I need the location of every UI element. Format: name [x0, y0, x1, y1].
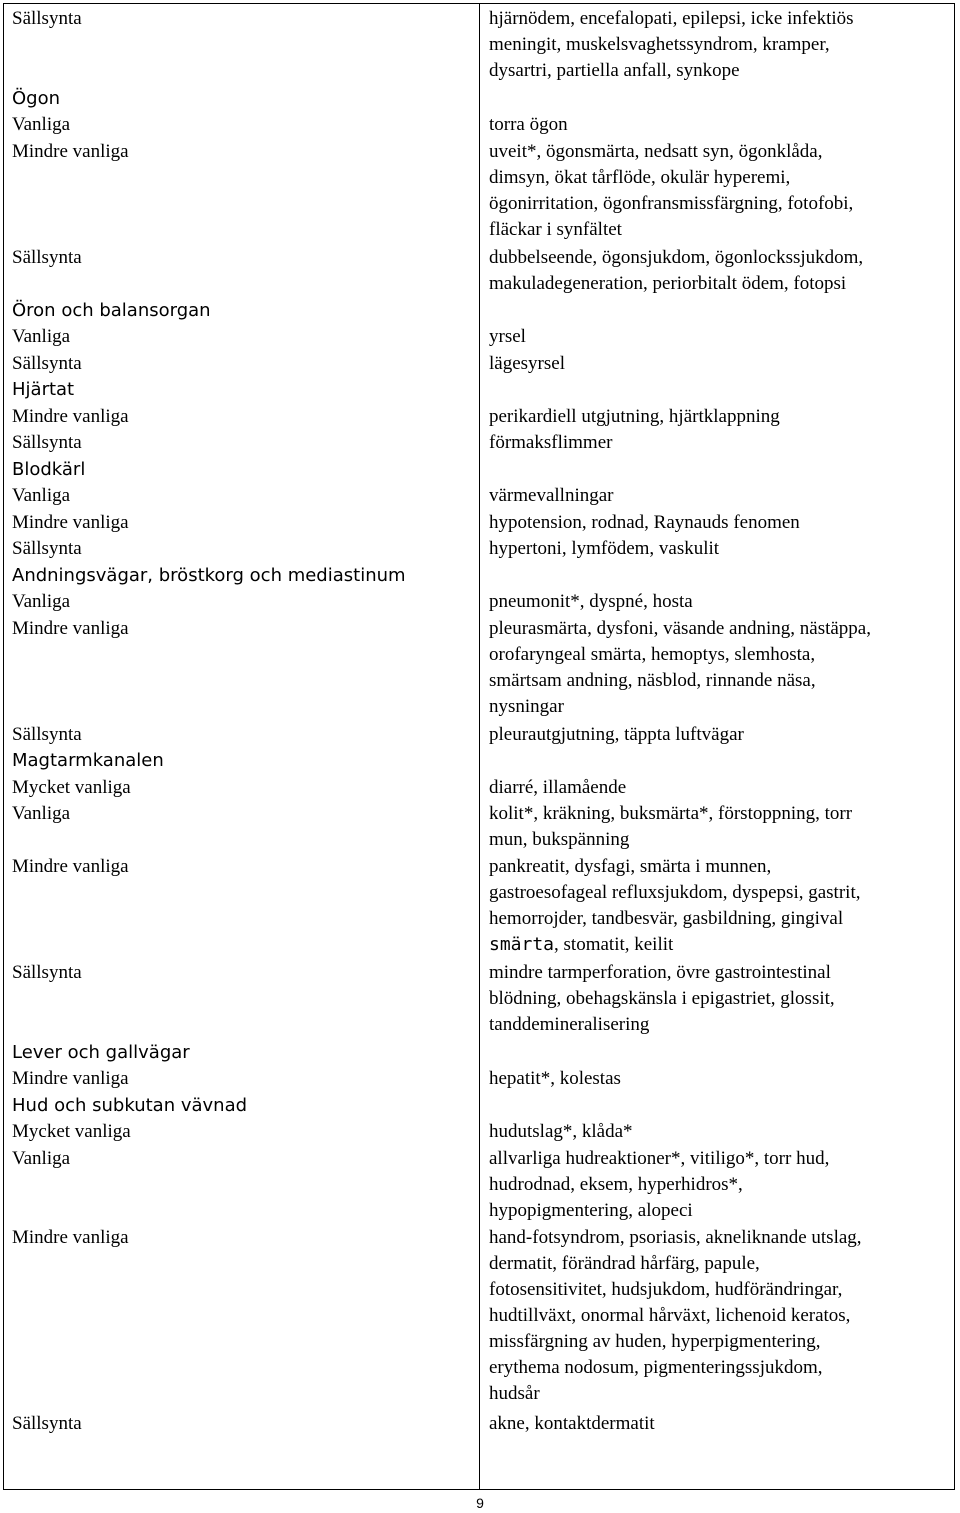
organ-class-heading: Andningsvägar, bröstkorg och mediastinum — [12, 564, 406, 586]
frequency-label: Mindre vanliga — [12, 140, 129, 162]
reactions-word: smärta — [489, 934, 555, 955]
reactions-line: uveit*, ögonsmärta, nedsatt syn, ögonklåda, — [489, 140, 823, 162]
reactions-line: pankreatit, dysfagi, smärta i munnen, — [489, 856, 772, 877]
frequency-row — [4, 960, 954, 1040]
section-row — [4, 1093, 954, 1120]
reactions-line: pleurasmärta, dysfoni, väsande andning, nästäppa, — [489, 617, 871, 639]
frequency-label: Sällsynta — [12, 432, 82, 453]
organ-class-heading: Blodkärl — [12, 458, 86, 480]
reactions-line: hudutslag*, klåda* — [489, 1121, 633, 1142]
reactions-text — [489, 6, 854, 84]
reactions-line: mun, bukspänning — [489, 829, 630, 850]
reactions-line: blödning, obehagskänsla i epigastriet, glossit, — [489, 988, 835, 1009]
reactions-line: erythema nodosum, pigmenteringssjukdom, — [489, 1357, 823, 1378]
reactions-line: akne, kontaktdermatit — [489, 1412, 655, 1434]
reactions-text — [489, 616, 871, 720]
frequency-label: Vanliga — [12, 114, 71, 135]
reactions-text — [489, 589, 693, 615]
organ-class-heading: Öron och balansorgan — [12, 299, 211, 321]
reactions-text — [489, 1066, 621, 1092]
reactions-text — [489, 112, 568, 138]
frequency-row — [4, 324, 954, 351]
frequency-label: Sällsynta — [12, 962, 82, 983]
frequency-row — [4, 112, 954, 139]
frequency-label: Vanliga — [12, 591, 71, 612]
frequency-row — [4, 722, 954, 749]
frequency-label: Sällsynta — [12, 538, 82, 559]
reactions-line: dysartri, partiella anfall, synkope — [489, 60, 740, 81]
frequency-row — [4, 430, 954, 457]
reactions-line: torra ögon — [489, 114, 568, 135]
section-row — [4, 86, 954, 113]
page-number: 9 — [476, 1495, 484, 1511]
reactions-line: lägesyrsel — [489, 352, 565, 374]
reactions-text — [489, 801, 852, 853]
reactions-line: pleurautgjutning, täppta luftvägar — [489, 723, 744, 745]
frequency-label: Mindre vanliga — [12, 617, 129, 639]
organ-class-heading: Magtarmkanalen — [12, 750, 164, 771]
reactions-line: dimsyn, ökat tårflöde, okulär hyperemi, — [489, 166, 791, 188]
reactions-line: hudtillväxt, onormal hårväxt, lichenoid keratos, — [489, 1305, 851, 1326]
reactions-text — [489, 510, 800, 536]
organ-class-heading: Hud och subkutan vävnad — [12, 1094, 248, 1116]
reactions-text — [489, 775, 626, 801]
reactions-line: gastroesofageal refluxsjukdom, dyspepsi, gastrit, — [489, 882, 861, 903]
reactions-line: hepatit*, kolestas — [489, 1068, 621, 1089]
reactions-line: tanddemineralisering — [489, 1014, 650, 1035]
reactions-text-rest: , stomatit, keilit — [554, 934, 674, 955]
frequency-row — [4, 404, 954, 431]
frequency-row — [4, 589, 954, 616]
frequency-label: Mindre vanliga — [12, 1068, 129, 1089]
frequency-row — [4, 1411, 954, 1438]
frequency-label: Vanliga — [12, 1147, 71, 1169]
frequency-row — [4, 775, 954, 802]
reactions-line: ögonirritation, ögonfransmissfärgning, fotofobi, — [489, 192, 854, 214]
reactions-line: diarré, illamående — [489, 776, 627, 798]
frequency-row — [4, 510, 954, 537]
section-row — [4, 1040, 954, 1067]
reactions-line: förmaksflimmer — [489, 432, 613, 453]
frequency-label: Mycket vanliga — [12, 776, 131, 798]
reactions-line: hypotension, rodnad, Raynauds fenomen — [489, 511, 800, 533]
reactions-line: hjärnödem, encefalopati, epilepsi, icke infektiös — [489, 8, 854, 29]
reactions-line: meningit, muskelsvaghetssyndrom, kramper, — [489, 34, 830, 55]
frequency-row — [4, 351, 954, 378]
frequency-row — [4, 139, 954, 245]
frequency-label: Mindre vanliga — [12, 1227, 129, 1248]
frequency-label: Sällsynta — [12, 723, 82, 745]
reactions-text — [489, 430, 612, 456]
reactions-line: kolit*, kräkning, buksmärta*, förstoppning, torr — [489, 803, 853, 824]
reactions-text — [489, 854, 860, 958]
frequency-label: Mindre vanliga — [12, 405, 129, 427]
reactions-line: dermatit, förändrad hårfärg, papule, — [489, 1253, 760, 1274]
reactions-text — [489, 1411, 655, 1437]
frequency-row — [4, 1146, 954, 1226]
reactions-line: dubbelseende, ögonsjukdom, ögonlockssjukdom, — [489, 246, 864, 268]
section-row — [4, 298, 954, 325]
frequency-row — [4, 616, 954, 722]
reactions-text — [489, 483, 614, 509]
frequency-label: Sällsynta — [12, 246, 82, 268]
reactions-line: pneumonit*, dyspné, hosta — [489, 591, 693, 612]
reactions-line: makuladegeneration, periorbitalt ödem, fotopsi — [489, 272, 847, 294]
reactions-text — [489, 351, 565, 377]
reactions-text — [489, 245, 863, 297]
reactions-text — [489, 404, 780, 430]
reactions-line: nysningar — [489, 695, 564, 717]
reactions-line: hudsår — [489, 1383, 540, 1404]
reactions-line: fläckar i synfältet — [489, 218, 622, 240]
frequency-label: Sällsynta — [12, 1412, 82, 1434]
reactions-line: perikardiell utgjutning, hjärtklappning — [489, 405, 780, 427]
frequency-row — [4, 1119, 954, 1146]
frequency-row — [4, 483, 954, 510]
reactions-line: fotosensitivitet, hudsjukdom, hudförändringar, — [489, 1279, 843, 1300]
reactions-text — [489, 1146, 829, 1224]
reactions-line: hypertoni, lymfödem, vaskulit — [489, 538, 720, 559]
reactions-line: mindre tarmperforation, övre gastrointestinal — [489, 962, 831, 983]
reactions-text — [489, 1119, 633, 1145]
reactions-line: missfärgning av huden, hyperpigmentering, — [489, 1331, 821, 1352]
organ-class-heading: Hjärtat — [12, 379, 75, 400]
section-row — [4, 748, 954, 775]
reactions-line: hand-fotsyndrom, psoriasis, akneliknande utslag, — [489, 1227, 862, 1248]
frequency-label: Mycket vanliga — [12, 1121, 131, 1142]
frequency-label: Sällsynta — [12, 8, 82, 29]
frequency-label: Vanliga — [12, 326, 71, 347]
frequency-row — [4, 1225, 954, 1411]
reactions-text — [489, 139, 853, 243]
frequency-row — [4, 1066, 954, 1093]
frequency-label: Sällsynta — [12, 352, 82, 374]
frequency-label: Vanliga — [12, 803, 71, 824]
frequency-label: Vanliga — [12, 485, 71, 506]
section-row — [4, 563, 954, 590]
frequency-row — [4, 536, 954, 563]
reactions-line: hypopigmentering, alopeci — [489, 1199, 693, 1221]
reactions-text — [489, 536, 719, 562]
reactions-line: smärtsam andning, näsblod, rinnande näsa, — [489, 669, 816, 691]
frequency-row — [4, 6, 954, 86]
reactions-text — [489, 324, 526, 350]
organ-class-heading: Lever och gallvägar — [12, 1041, 190, 1063]
reactions-line: orofaryngeal smärta, hemoptys, slemhosta, — [489, 643, 816, 665]
frequency-row — [4, 854, 954, 960]
reactions-text — [489, 1225, 862, 1407]
frequency-label: Mindre vanliga — [12, 511, 129, 533]
reactions-text — [489, 722, 744, 748]
reactions-line: hudrodnad, eksem, hyperhidros*, — [489, 1173, 743, 1195]
section-row — [4, 457, 954, 484]
adverse-reactions-table — [3, 3, 955, 1490]
organ-class-heading: Ögon — [12, 87, 61, 109]
reactions-line: värmevallningar — [489, 485, 614, 506]
section-row — [4, 377, 954, 404]
frequency-row — [4, 801, 954, 854]
reactions-line: yrsel — [489, 326, 526, 347]
frequency-label: Mindre vanliga — [12, 856, 129, 877]
reactions-line: allvarliga hudreaktioner*, vitiligo*, torr hud, — [489, 1147, 830, 1169]
reactions-line: hemorrojder, tandbesvär, gasbildning, gingival — [489, 908, 844, 929]
reactions-text — [489, 960, 835, 1038]
frequency-row — [4, 245, 954, 298]
reactions-line — [489, 932, 860, 958]
